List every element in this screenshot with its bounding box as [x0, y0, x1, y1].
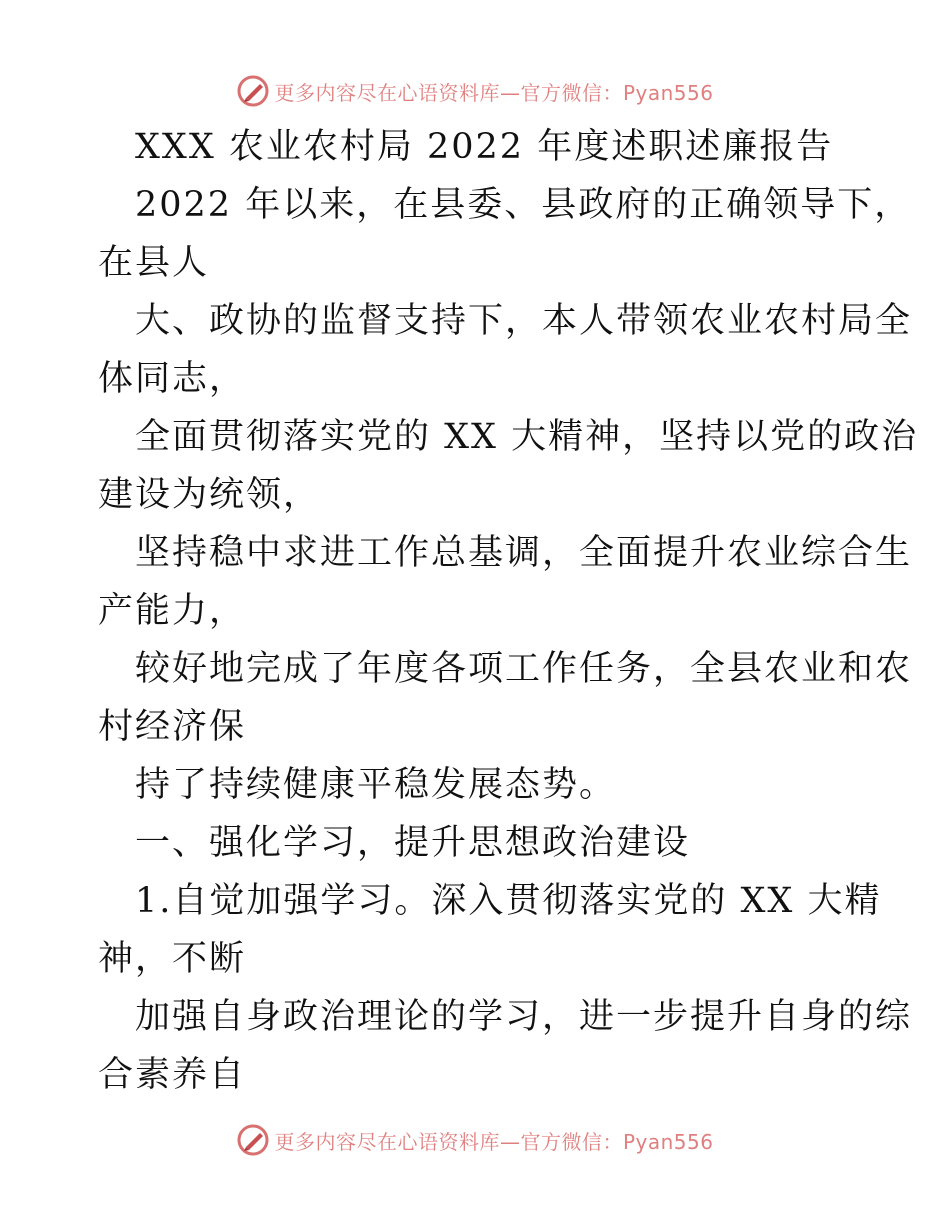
paragraph-line: 合素养自	[98, 1055, 247, 1095]
paragraph-line: 大、政协的监督支持下，本人带领农业农村局全	[135, 301, 913, 341]
paragraph-line: 建设为统领，	[98, 475, 321, 515]
header-watermark	[0, 71, 950, 111]
paragraph-line: 村经济保	[98, 707, 247, 747]
pen-circle-icon	[236, 74, 270, 108]
watermark-text: 更多内容尽在心语资料库—官方微信：Pyan556	[274, 80, 714, 105]
document-body	[98, 118, 919, 1104]
paragraph-line: 持了持续健康平稳发展态势。	[135, 765, 617, 805]
footer-watermark	[0, 1120, 950, 1160]
paragraph-line: 较好地完成了年度各项工作任务，全县农业和农	[135, 649, 913, 689]
pen-circle-icon	[236, 1123, 270, 1157]
paragraph-line: 全面贯彻落实党的 XX 大精神，坚持以党的政治	[135, 417, 919, 457]
paragraph-line: 在县人	[98, 243, 210, 283]
watermark-text: 更多内容尽在心语资料库—官方微信：Pyan556	[274, 1129, 714, 1154]
paragraph-line: 产能力，	[98, 591, 247, 631]
paragraph-line: 1.自觉加强学习。深入贯彻落实党的 XX 大精	[135, 881, 882, 921]
paragraph-line: 加强自身政治理论的学习，进一步提升自身的综	[135, 997, 913, 1037]
paragraph-line: 体同志，	[98, 359, 247, 399]
paragraph-line: 2022 年以来，在县委、县政府的正确领导下，	[135, 185, 912, 225]
paragraph-line: 坚持稳中求进工作总基调，全面提升农业综合生	[135, 533, 913, 573]
document-title: XXX 农业农村局 2022 年度述职述廉报告	[135, 127, 834, 167]
paragraph-line: 一、强化学习，提升思想政治建设	[135, 823, 691, 863]
paragraph-line: 神，不断	[98, 939, 247, 979]
